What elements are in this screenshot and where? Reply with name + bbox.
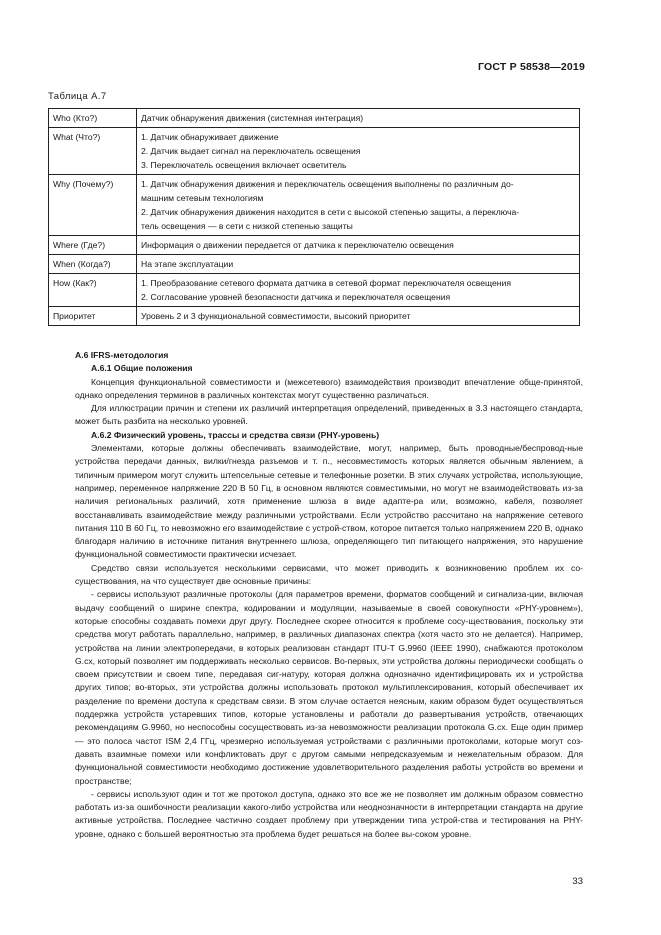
row-key: How (Как?) bbox=[49, 274, 137, 307]
row-key: Приоритет bbox=[49, 307, 137, 326]
row-value bbox=[137, 128, 580, 175]
table-row bbox=[49, 175, 580, 236]
cell-line: Информация о движении передается от датчика к переключателю освещения bbox=[141, 240, 454, 250]
section-a61-title: А.6.1 Общие положения bbox=[91, 363, 193, 374]
cell-line: Уровень 2 и 3 функциональной совместимости, высокий приоритет bbox=[141, 311, 411, 321]
row-value bbox=[137, 274, 580, 307]
row-key: What (Что?) bbox=[49, 128, 137, 175]
cell-line: 2. Датчик выдает сигнал на переключатель освещения bbox=[141, 146, 361, 156]
row-value bbox=[137, 175, 580, 236]
cell-line: 1. Датчик обнаружения движения и переключатель освещения выполнены по различным до- bbox=[141, 179, 514, 189]
table-row bbox=[49, 274, 580, 307]
cell-line: 1. Датчик обнаруживает движение bbox=[141, 132, 279, 142]
cell-line: машним сетевым технологиям bbox=[141, 193, 264, 203]
row-value bbox=[137, 109, 580, 128]
row-value bbox=[137, 255, 580, 274]
cell-line: тель освещения — в сети с низкой степенью защиты bbox=[141, 221, 353, 231]
row-key: Who (Кто?) bbox=[49, 109, 137, 128]
cell-line: Датчик обнаружения движения (системная интеграция) bbox=[141, 113, 364, 123]
paragraph: Средство связи используется несколькими сервисами, что может приводить к возникновению проблем их со-существования, на что существует две основные причины: bbox=[75, 562, 583, 587]
table-row bbox=[49, 307, 580, 326]
paragraph: Концепция функциональной совместимости и (межсетевого) взаимодействия производит впечатление обще-принятой, однако определения терминов в различных контекстах могут существенно различаться. bbox=[75, 376, 583, 400]
cell-line: 1. Преобразование сетевого формата датчика в сетевой формат переключателя освещения bbox=[141, 278, 511, 288]
requirements-table bbox=[48, 108, 580, 326]
table-row bbox=[49, 128, 580, 175]
row-key: Why (Почему?) bbox=[49, 175, 137, 236]
standard-designation: ГОСТ Р 58538—2019 bbox=[477, 61, 585, 73]
row-key: Where (Где?) bbox=[49, 236, 137, 255]
section-a6-title: А.6 IFRS-методология bbox=[75, 350, 169, 360]
cell-line: 2. Датчик обнаружения движения находится в сети с высокой степенью защиты, а переключа- bbox=[141, 207, 520, 217]
page-number: 33 bbox=[572, 876, 583, 887]
bullet-item: - сервисы используют различные протоколы (для параметров времени, форматов сообщений и сигнализа-ции, включая выдачу сообщений о ширине спектра, кодировании и модуляции, называемые в своей совокупности «PHY-уровнем»), которые способны создавать помехи друг другу. Последнее скорее относится к проблеме сосу-ществования, поскольку эти средства могут работать параллельно, например, в различных диапазонах спектра (хотя часто это не делается). Например, устройства на линии электропередачи, в которых реализован стандарт ITU-T G.9960 (IEEE 1990), снабжаются протоколом G.cx, который позволяет им поддерживать несколько сервисов. Во-первых, эти устройства должны периодически сообщать о своем присутствии и своем типе, передавая сиг-натуру, которая должна однозначно идентифицировать их и устройства других типов; во-вторых, эти устройства должны использовать протокол мультиплексирования, который обеспечивает их разделение по времени доступа к средствам связи. В этом случае остается неясным, каким образом будет осуществляться поддержка устройств устаревших типов, которые установлены и работали до развертывания устройств, отвечающих рекомендациям G.9960, но неспособны сосуществовать из-за невозможности реализации протокола G.cx. Еще один пример — это полоса частот ISM 2,4 ГГц, чрезмерно используемая устройствами с различными протоколами, которые могут соз-давать взаимные помехи или конфликтовать друг с другом самыми непредсказуемым и нежелательным образом. Для функциональной совместимости необходимо достижение удовлетворительного разделения работы устройств во времени и пространстве; bbox=[75, 589, 583, 786]
bullet-item: - сервисы используют один и тот же протокол доступа, однако это все же не позволяет им должным образом совместно работать из-за ошибочности реализации какого-либо устройства или неоднозначности в интерпретации стандарта на другие активные устройства. Последнее частично создает проблему при утверждении типа устрой-ства и тестирования на PHY-уровне, однако с большей вероятностью эта проблема будет решаться на более вы-соком уровне. bbox=[75, 788, 583, 839]
paragraph: Для иллюстрации причин и степени их различий интерпретация определений, приведенных в 3.3 настоящего стандарта, может быть разбита на несколько уровней. bbox=[75, 403, 583, 427]
row-value bbox=[137, 236, 580, 255]
cell-line: 2. Согласование уровней безопасности датчика и переключателя освещения bbox=[141, 292, 451, 302]
table-row bbox=[49, 236, 580, 255]
table-row bbox=[49, 109, 580, 128]
document-body bbox=[75, 349, 583, 841]
paragraph: Элементами, которые должны обеспечивать взаимодействие, могут, например, быть проводные/беспровод-ные устройства передачи данных, вилки/гнезда разъемов и т. п., несовместимость которых является обычным явлением, а типичным примером могут служить штепсельные сетевые и телефонные розетки. В этих случаях устройства, использующие, например, переменное напряжение 220 В 50 Гц, в основном являются совместимыми, но могут не взаимодействовать из-за наличия региональных различий, хотя применение шлюза в виде адапте-ра или, возможно, кабеля, позволяет восстанавливать взаимодействие между различными устройствами. Если устройство рассчитано на напряжение сетевого питания 110 В 60 Гц, то невозможно его взаимодействие с устрой-ством, которое питается только напряжением 220 В, однако благодаря наличию в источнике питания внутреннего шлюза, определяющего тип питающего напряжения, это нарушение функциональной совместимости практически исчезает. bbox=[75, 443, 583, 560]
cell-line: 3. Переключатель освещения включает осветитель bbox=[141, 160, 347, 170]
section-a62-title: А.6.2 Физический уровень, трассы и средства связи (PHY-уровень) bbox=[91, 429, 380, 440]
table-row bbox=[49, 255, 580, 274]
cell-line: На этапе эксплуатации bbox=[141, 259, 234, 269]
row-value bbox=[137, 307, 580, 326]
row-key: When (Когда?) bbox=[49, 255, 137, 274]
table-caption: Таблица А.7 bbox=[48, 91, 107, 102]
